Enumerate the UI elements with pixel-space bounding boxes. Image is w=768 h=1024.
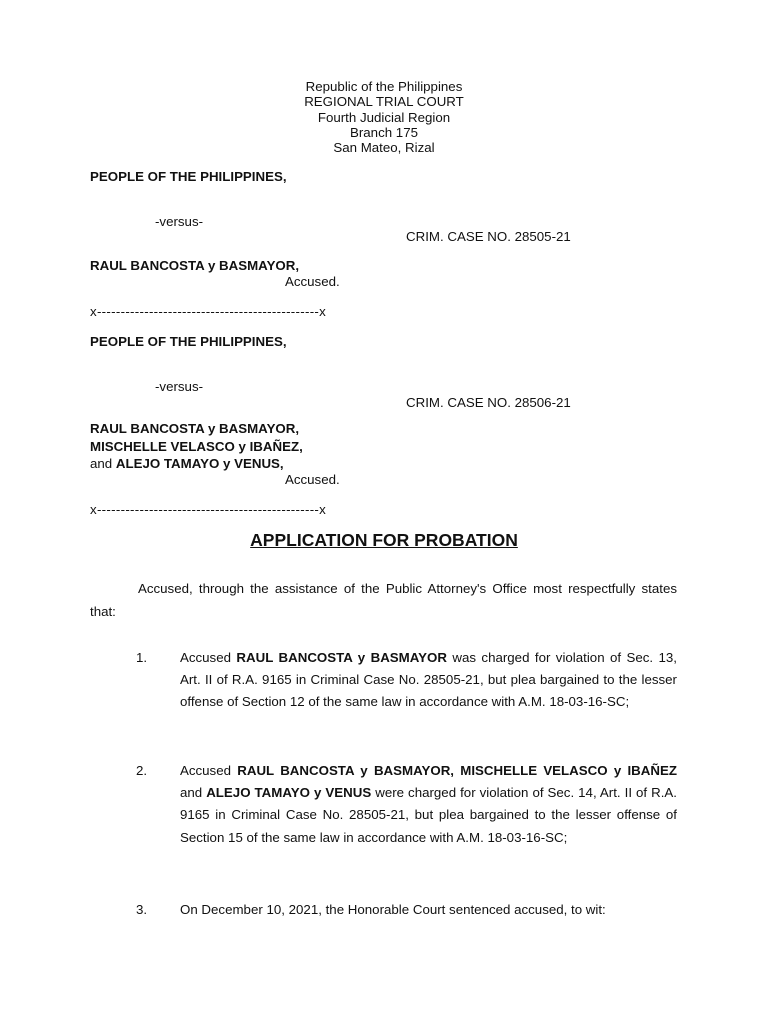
item-number: 2. xyxy=(136,763,148,778)
case1-accused-label: Accused. xyxy=(285,274,340,289)
header-region: Fourth Judicial Region xyxy=(317,109,451,125)
case2-accused-3-prefix: and xyxy=(90,456,116,471)
case2-accused-3-line xyxy=(90,456,284,471)
item-text: On December 10, 2021, the Honorable Court sentenced accused, to wit: xyxy=(180,902,606,917)
item-accused-name: RAUL BANCOSTA y BASMAYOR xyxy=(236,650,447,665)
case2-accused-2: MISCHELLE VELASCO y IBAÑEZ, xyxy=(90,439,303,454)
item-text-body: were charged for violation of Sec. 14, Art. II of R.A. 9165 in Criminal Case No. 28505-21, but plea bargained to the lesser offense of Section 15 of the same law in accordance with A.M. 18-03-16-SC; xyxy=(180,785,677,845)
case1-versus: -versus- xyxy=(155,214,204,229)
case1-plaintiff: PEOPLE OF THE PHILIPPINES, xyxy=(90,169,287,184)
item-text-lead: Accused xyxy=(180,763,238,778)
intro-paragraph: Accused, through the assistance of the Public Attorney's Office most respectfully states that: xyxy=(90,581,677,619)
case2-accused-label: Accused. xyxy=(285,472,340,487)
caption-separator-1: x-----------------------------------------------x xyxy=(90,304,327,319)
court-header xyxy=(0,79,768,155)
header-branch: Branch 175 xyxy=(349,124,418,140)
case2-case-number: CRIM. CASE NO. 28506-21 xyxy=(406,395,571,410)
item-number: 3. xyxy=(136,902,148,917)
caption-separator-2: x-----------------------------------------------x xyxy=(90,502,327,517)
item-text xyxy=(180,647,677,714)
item-text xyxy=(180,760,677,849)
item-text-connector: and xyxy=(180,785,207,801)
item-text-body: was charged for violation of Sec. 13, Art. II of R.A. 9165 in Criminal Case No. 28505-21, but plea bargained to the lesser offense of Section 12 of the same law in accordance with A.M. 18-03-16-SC; xyxy=(180,650,677,710)
case1-case-number: CRIM. CASE NO. 28505-21 xyxy=(406,229,571,244)
item-accused-names: RAUL BANCOSTA y BASMAYOR, MISCHELLE VELASCO y IBAÑEZ xyxy=(237,763,677,778)
case2-versus: -versus- xyxy=(155,379,204,394)
case1-accused-name: RAUL BANCOSTA y BASMAYOR, xyxy=(90,258,300,273)
case2-accused-3: ALEJO TAMAYO y VENUS, xyxy=(115,456,284,471)
header-court: REGIONAL TRIAL COURT xyxy=(304,94,464,110)
item-accused-name-2: ALEJO TAMAYO y VENUS xyxy=(206,785,372,801)
header-republic: Republic of the Philippines xyxy=(305,79,463,94)
document-title: APPLICATION FOR PROBATION xyxy=(250,530,518,550)
case2-accused-1: RAUL BANCOSTA y BASMAYOR, xyxy=(90,421,300,436)
header-location: San Mateo, Rizal xyxy=(333,140,435,156)
item-number: 1. xyxy=(136,650,148,665)
case2-plaintiff: PEOPLE OF THE PHILIPPINES, xyxy=(90,334,287,349)
item-text-lead: Accused xyxy=(180,650,237,665)
